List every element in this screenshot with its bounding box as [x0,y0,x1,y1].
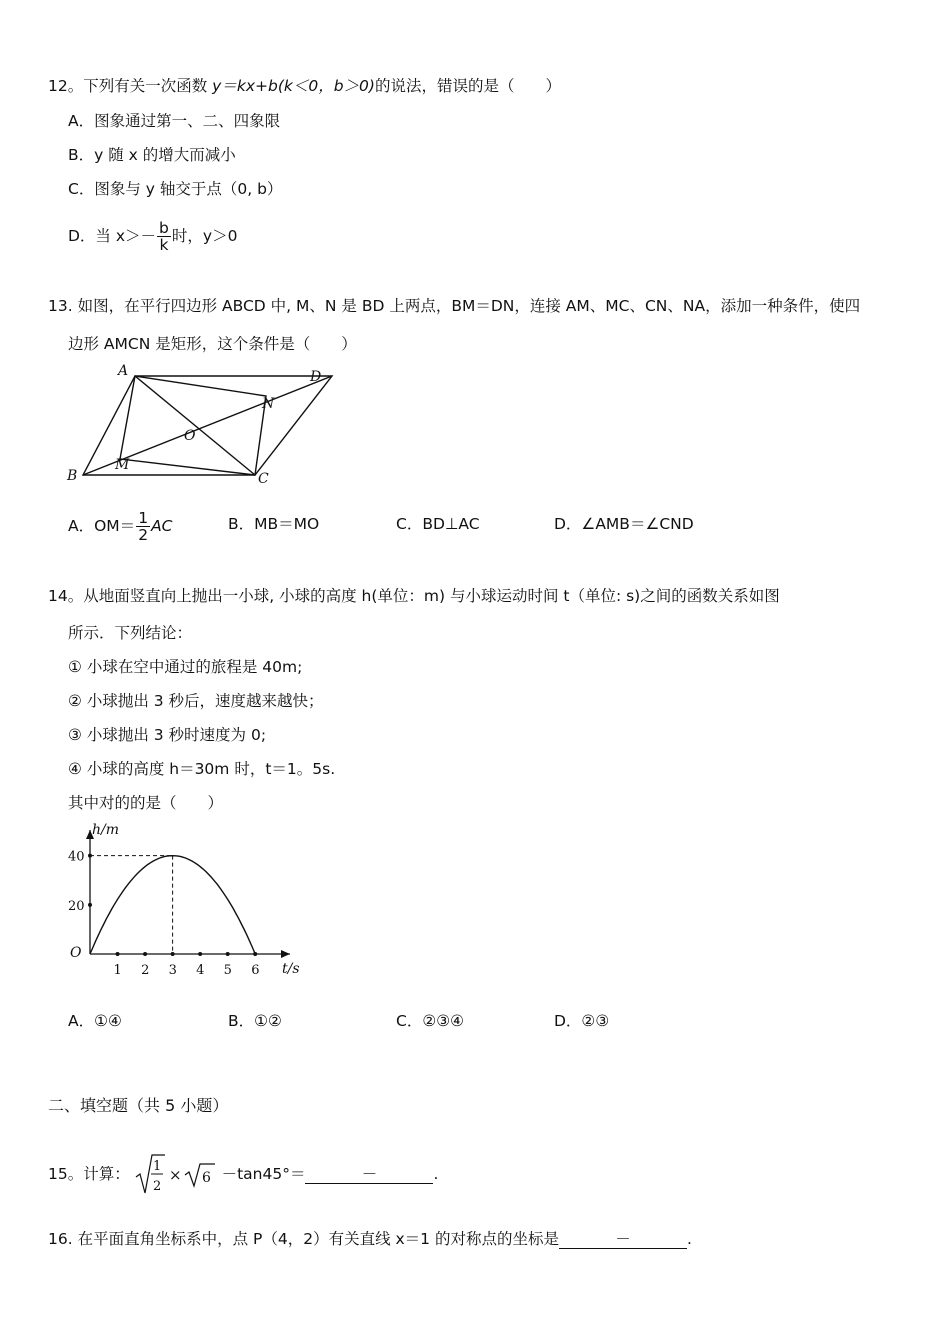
q14-stem-line1: 14。从地面竖直向上抛出一小球, 小球的高度 h(单位：m) 与小球运动时间 t（单位: s)之间的函数关系如图 [48,587,780,605]
q14-statement-4: ④ 小球的高度 h＝30m 时，t＝1。5s. [68,760,336,778]
q15-expression [135,1153,247,1197]
q13-option-b: B．MB＝MO [228,515,320,533]
q15-answer-blank[interactable]: － [305,1165,433,1184]
q14-statement-1: ① 小球在空中通过的旅程是 40m; [68,658,303,676]
q14-stem-line2: 所示．下列结论： [68,624,193,642]
q14-option-a: A．①④ [68,1012,122,1030]
x-tick-label: 6 [251,963,260,978]
x-tick-mark [143,952,147,956]
label-c: C [258,471,269,487]
x-tick-label: 2 [141,963,150,978]
q14-option-c: C．②③④ [396,1012,465,1030]
q13-stem-line2: 边形 AMCN 是矩形，这个条件是（ ） [68,335,357,353]
q12-option-d: D．当 x＞－ $\frac{b}{k}$ 时，y＞0 [68,219,238,254]
x-tick-label: 3 [168,963,177,978]
q14-option-b: B．①② [228,1012,282,1030]
label-n: N [262,396,275,412]
q16-line: 16. 在平面直角坐标系中，点 P（4，2）有关直线 x＝1 的对称点的坐标是 － . [48,1230,692,1248]
frac-num: 1 [152,1158,161,1174]
height-time-chart [60,820,300,980]
q12-option-a: A．图象通过第一、二、四象限 [68,112,281,130]
x-axis-arrow [281,950,290,958]
y-tick-label: 40 [68,849,85,865]
x-tick-label: 5 [223,963,232,978]
q13-option-c: C．BD⊥AC [396,515,480,533]
x-tick-mark [226,952,230,956]
label-b: B [67,468,78,484]
parallelogram-figure [60,362,350,492]
y-axis-label: h/m [92,822,120,838]
fraction-b-over-k: $\frac{b}{k}$ [159,219,169,254]
x-tick-label: 1 [113,963,122,978]
x-tick-mark [198,952,202,956]
x-tick-label: 4 [196,963,205,978]
label-m: M [115,457,130,473]
frac-den: 2 [152,1178,161,1194]
times-sign: × [168,1165,182,1184]
label-d: D [310,369,322,385]
q14-statement-3: ③ 小球抛出 3 秒时速度为 0; [68,726,267,744]
q15-line: 15。计算： 1 2 × 6 －tan45°＝ － . [48,1152,438,1196]
q13-stem-line1: 13. 如图，在平行四边形 ABCD 中, M、N 是 BD 上两点，BM＝DN，连接 AM、MC、CN、NA，添加一种条件，使四 [48,297,861,315]
q12-option-b: B．y 随 x 的增大而减小 [68,146,236,164]
label-a: A [118,363,129,379]
origin-label: O [70,945,82,961]
q12-option-c: C．图象与 y 轴交于点（0, b） [68,180,283,198]
x-axis-label: t/s [282,961,300,977]
q16-answer-blank[interactable]: － [559,1230,687,1249]
root-6: 6 [201,1169,211,1186]
label-o: O [184,428,196,444]
section-title: 二、填空题（共 5 小题） [48,1096,229,1115]
fraction-one-half: $\frac{1}{2}$ [138,509,149,544]
q14-option-d: D．②③ [554,1012,610,1030]
q13-option-d: D．∠AMB＝∠CND [554,515,694,533]
q12-stem: 12。下列有关一次函数 y＝kx+b(k＜0，b＞0)的说法，错误的是（ ） [48,77,561,95]
q13-option-a: A．OM＝ $\frac{1}{2}$ AC [68,509,173,544]
q14-statement-2: ② 小球抛出 3 秒后，速度越来越快； [68,692,324,710]
y-tick-mark [88,903,92,907]
q14-question: 其中对的的是（ ） [68,794,224,812]
quadrilateral-amcn [120,376,266,475]
x-tick-mark [116,952,120,956]
y-tick-label: 20 [68,898,85,914]
diagonal-ac [135,376,255,475]
